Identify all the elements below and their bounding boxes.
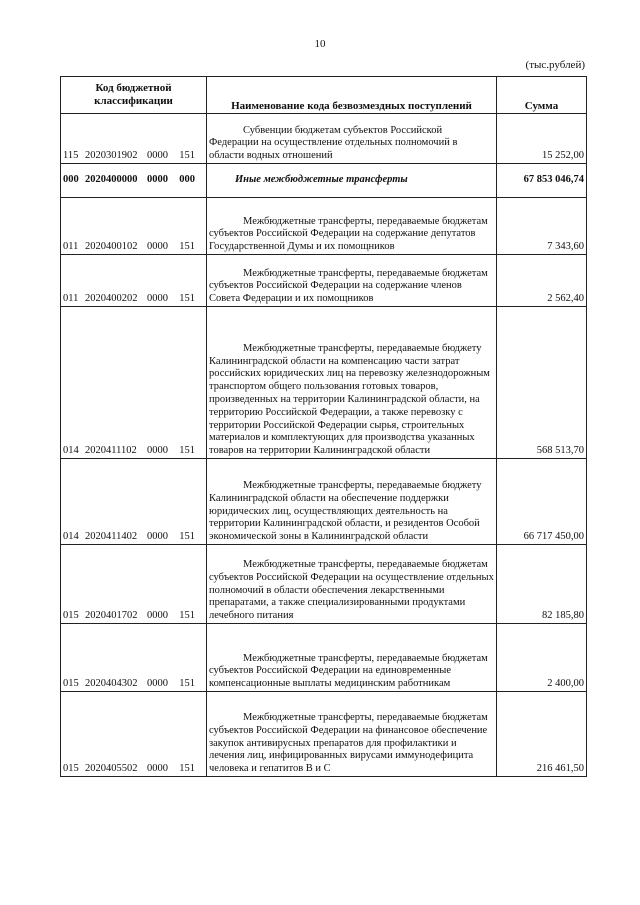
sum-cell: 82 185,80 <box>497 545 587 624</box>
sum-cell: 15 252,00 <box>497 114 587 164</box>
name-cell: Межбюджетные трансферты, передаваемые бюджетам субъектов Российской Федерации на содержание членов Совета Федерации и их помощников <box>207 255 497 307</box>
code-cell: 011 2020400102 0000 151 <box>61 198 207 255</box>
code-cell: 000 2020400000 0000 000 <box>61 164 207 198</box>
name-cell: Межбюджетные трансферты, передаваемые бюджетам субъектов Российской Федерации на содержание депутатов Государственной Думы и их помощников <box>207 198 497 255</box>
header-sum: Сумма <box>497 77 587 114</box>
header-code: Код бюджетной классификации <box>61 77 207 114</box>
table-row <box>61 198 587 255</box>
sum-cell: 2 562,40 <box>497 255 587 307</box>
sum-cell: 66 717 450,00 <box>497 459 587 545</box>
name-cell: Межбюджетные трансферты, передаваемые бюджетам субъектов Российской Федерации на осуществление отдельных полномочий в области обеспечения лекарственными препаратами, а также специализированными продуктами лечебного питания <box>207 545 497 624</box>
table-row <box>61 255 587 307</box>
page-number: 10 <box>314 38 326 50</box>
table-row <box>61 114 587 164</box>
table-row <box>61 459 587 545</box>
units-label: (тыс.рублей) <box>525 59 585 71</box>
name-cell: Межбюджетные трансферты, передаваемые бюджету Калининградской области на обеспечение поддержки юридических лиц, осуществляющих деятельность на территории Калининградской области, и резидентов Особой экономической зоны в Калининградской области <box>207 459 497 545</box>
name-cell: Межбюджетные трансферты, передаваемые бюджетам субъектов Российской Федерации на финансовое обеспечение закупок антивирусных препаратов для профилактики и лечения лиц, инфицированных вирусами иммунодефицита человека и гепатитов В и С <box>207 692 497 777</box>
table-row <box>61 692 587 777</box>
sum-cell: 2 400,00 <box>497 624 587 692</box>
name-cell: Межбюджетные трансферты, передаваемые бюджету Калининградской области на компенсацию части затрат российских юридических лиц на перевозку железнодорожным транспортом общего пользования готовых товаров, произведенных на территории Калининградской области, на территорию Российской Федерации, а также перевозку с территории Российской Федерации сырья, строительных материалов и комплектующих для производства указанных товаров на территории Калининградской области <box>207 307 497 459</box>
code-cell: 015 2020405502 0000 151 <box>61 692 207 777</box>
name-cell: Субвенции бюджетам субъектов Российской Федерации на осуществление отдельных полномочий в области водных отношений <box>207 114 497 164</box>
name-cell: Межбюджетные трансферты, передаваемые бюджетам субъектов Российской Федерации на единовременные компенсационные выплаты медицинским работникам <box>207 624 497 692</box>
sum-cell: 67 853 046,74 <box>497 164 587 198</box>
code-cell: 015 2020401702 0000 151 <box>61 545 207 624</box>
table-row-group <box>61 164 587 198</box>
name-cell: Иные межбюджетные трансферты <box>207 164 497 198</box>
table-row <box>61 624 587 692</box>
sum-cell: 7 343,60 <box>497 198 587 255</box>
budget-table <box>60 76 587 777</box>
sum-cell: 216 461,50 <box>497 692 587 777</box>
table-row <box>61 545 587 624</box>
code-cell: 015 2020404302 0000 151 <box>61 624 207 692</box>
header-name: Наименование кода безвозмездных поступлений <box>207 77 497 114</box>
code-cell: 014 2020411402 0000 151 <box>61 459 207 545</box>
table-row <box>61 307 587 459</box>
code-cell: 014 2020411102 0000 151 <box>61 307 207 459</box>
sum-cell: 568 513,70 <box>497 307 587 459</box>
code-cell: 011 2020400202 0000 151 <box>61 255 207 307</box>
table-header-row <box>61 77 587 114</box>
code-cell: 115 2020301902 0000 151 <box>61 114 207 164</box>
